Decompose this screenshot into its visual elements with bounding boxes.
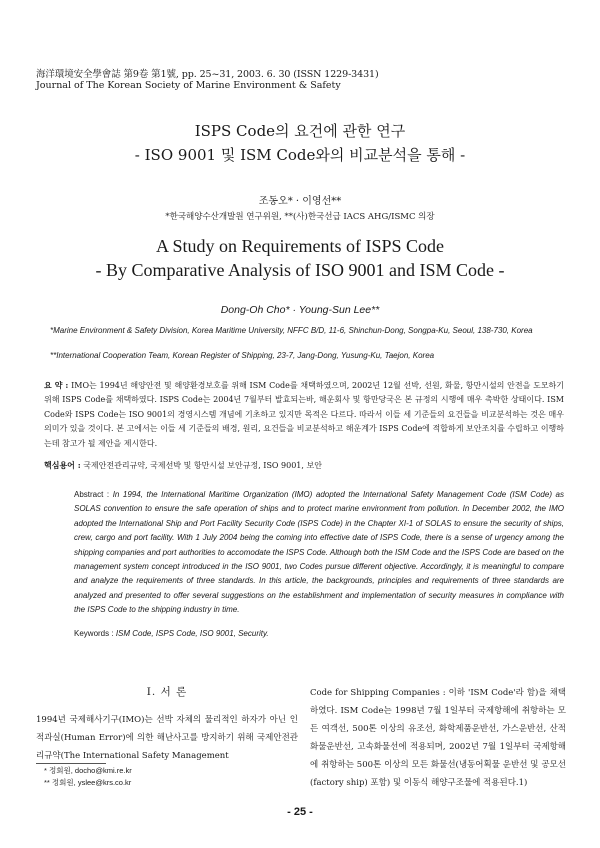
english-affiliation-1: *Marine Environment & Safety Division, Korea Maritime University, NFFC B/D, 11-6, Shinchun-Dong, Songpa-Ku, Seoul, 138-730, Korea — [50, 326, 533, 335]
korean-title: ISPS Code의 요건에 관한 연구 — [194, 122, 406, 140]
english-title: A Study on Requirements of ISPS Code — [155, 236, 444, 256]
footnote-rule — [36, 763, 106, 764]
english-keywords-text: ISM Code, ISPS Code, ISO 9001, Security. — [115, 629, 269, 638]
korean-authors: 조동오* · 이영선** — [258, 196, 342, 207]
page-number: - 25 - — [287, 806, 313, 818]
journal-header-korean: 海洋環境安全學會誌 第9卷 第1號, pp. 25~31, 2003. 6. 30 (ISSN 1229-3431) — [36, 69, 379, 80]
journal-header-english: Journal of The Korean Society of Marine Environment & Safety — [36, 80, 341, 91]
english-subtitle: - By Comparative Analysis of ISO 9001 and ISM Code - — [95, 260, 505, 280]
body-text-left-column: 1994년 국제해사기구(IMO)는 선박 자체의 물리적인 하자가 아닌 인적과실(Human Error)에 의한 해난사고를 방지하기 위해 국제안전관리규약(The International Safety Management — [36, 715, 298, 761]
korean-keywords — [44, 460, 564, 471]
korean-keywords-label: 핵심용어 : — [44, 460, 81, 470]
english-keywords-label: Keywords : — [74, 629, 114, 638]
section-heading: Ⅰ. 서 론 — [146, 686, 188, 698]
english-abstract-text: In 1994, the International Maritime Organization (IMO) adopted the International Safety Management Code (ISM Code) as SOLAS convention to ensure the safe operation of ships and to protect marine environment from pollution. In December 2002, the IMO adopted the International Ship and Port Facility Security Code (ISPS Code) in the Chapter XI-1 of SOLAS to ensure the security of ships, crew, cargo and port facility. With 1 July 2004 being the coming into effective date of ISPS Code, there is a sense of urgency among the shipping companies and port authorities to accomodate the ISPS Code. Although both the ISM Code and the ISPS Code are based on the management system concept introduced in the ISO 9001, two Codes pursue different objective. Accordingly, it is meaningful to compare and analyze the requirements of three standards. In this article, the backgrounds, principles and requirements of three standards are analyzed and presented to offer several suggestions on the establishment and implementation of security measures in compliance with the ISPS Code to the shipping industry in time. — [74, 490, 564, 615]
english-abstract — [74, 488, 564, 618]
korean-affiliation: *한국해양수산개발원 연구위원, **(사)한국선급 IACS AHG/ISMC 의장 — [165, 212, 435, 222]
body-text-right-column: Code for Shipping Companies : 이하 'ISM Code'라 함)을 채택하였다. ISM Code는 1998년 7월 1일부터 국제항해에 취항하는 모든 여객선, 500톤 이상의 유조선, 화학제품운반선, 가스운반선, 산적화물운반선, 고속화물선에 적용되며, 2002년 7월 1일부터 국제항해에 취항하는 500톤 이상의 모든 화물선(냉동어획물 운반선 및 공모선(factory ship) 포함) 및 이동식 해양구조물에 적용된다.1) — [310, 688, 566, 788]
footnote-2: ** 정회원, yslee@krs.co.kr — [44, 778, 132, 787]
english-authors: Dong-Oh Cho* · Young-Sun Lee** — [220, 304, 380, 316]
korean-abstract-text: IMO는 1994년 해양안전 및 해양환경보호를 위해 ISM Code를 채택하였으며, 2002년 12월 선박, 선원, 화물, 항만시설의 안전을 도모하기 위해 ISPS Code를 채택하였다. ISPS Code는 2004년 7월부터 발효되는바, 해운회사 및 항만당국은 본 규정의 시행에 매우 촉박한 상태이다. ISM Code와 ISPS Code는 ISO 9001의 경영시스템 개념에 기초하고 있지만 목적은 다르다. 따라서 이들 세 기준들의 요건들을 비교분석하는 것은 매우 의미가 있을 것이다. 본 고에서는 이들 세 기준들의 배경, 원리, 요건들을 비교분석하고 해운계가 ISPS Code에 적합하게 보안조치를 수립하고 이행하는데 참고가 될 제안을 제시한다. — [44, 381, 564, 448]
korean-abstract — [44, 378, 564, 451]
korean-subtitle: - ISO 9001 및 ISM Code와의 비교분석을 통해 - — [134, 146, 466, 164]
english-abstract-label: Abstract : — [74, 490, 110, 499]
korean-keywords-text: 국제안전관리규약, 국제선박 및 항만시설 보안규정, ISO 9001, 보안 — [83, 461, 322, 470]
english-keywords — [74, 629, 564, 638]
footnote-1: * 정회원, docho@kmi.re.kr — [44, 766, 132, 775]
korean-abstract-label: 요 약 : — [44, 380, 69, 390]
english-affiliation-2: **International Cooperation Team, Korean Register of Shipping, 23-7, Jang-Dong, Yusung-Ku, Taejon, Korea — [50, 351, 435, 360]
